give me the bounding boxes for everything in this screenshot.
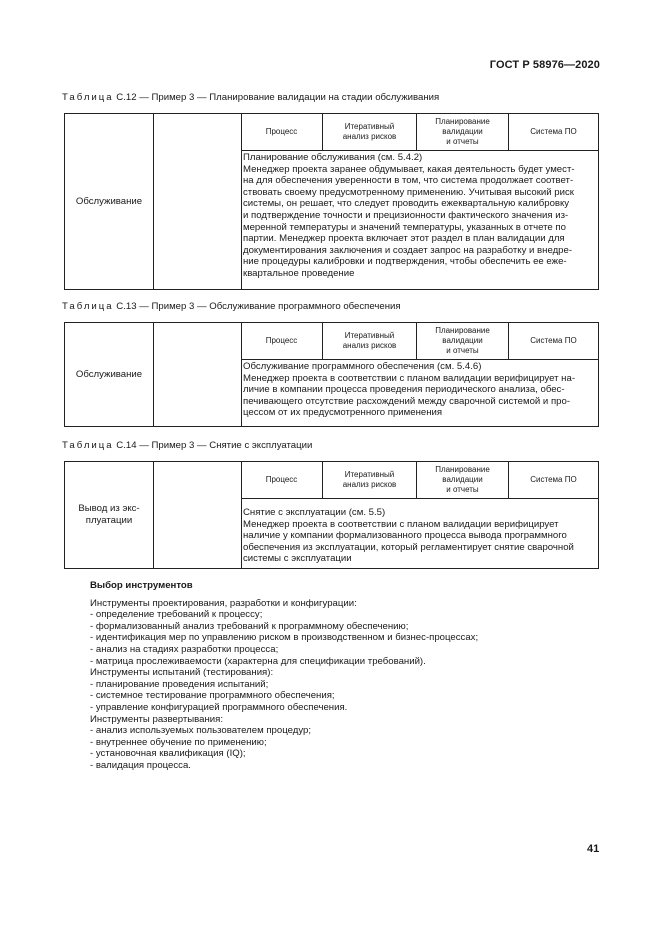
tools-line: - системное тестирование программного обеспечения;: [90, 690, 335, 702]
header-software-system: Система ПО: [530, 127, 577, 136]
table-header-row: [241, 462, 598, 499]
header-process: Процесс: [241, 462, 323, 498]
header-process: Процесс: [241, 114, 323, 150]
tools-line: - валидация процесса.: [90, 759, 191, 771]
table-header-row: [241, 114, 598, 151]
tools-line: Инструменты проектирования, разработки и конфигурации:: [90, 597, 357, 609]
empty-cell: [153, 323, 242, 426]
stage-cell: Обслуживание: [65, 323, 154, 426]
header-validation-planning: Планирование валидации и отчеты: [417, 114, 509, 150]
header-validation-planning: Планирование валидации и отчеты: [417, 323, 509, 359]
validation-table: [64, 461, 599, 569]
table-caption-prefix: Таблица: [62, 440, 114, 451]
table-header-row: [241, 323, 598, 360]
table-caption: [62, 440, 312, 451]
tools-line: - идентификация мер по управлению риском в производственном и бизнес-процессах;: [90, 632, 479, 644]
tools-title: Выбор инструментов: [90, 580, 193, 591]
tools-line: - анализ используемых пользователем процедур;: [90, 725, 312, 737]
header-iterative-risk: Итеративный анализ рисков: [323, 114, 417, 150]
header-process: Процесс: [241, 323, 323, 359]
header-software-system: Система ПО: [530, 336, 577, 345]
table-caption: [62, 301, 401, 312]
tools-line: - внутреннее обучение по применению;: [90, 736, 267, 748]
table-content-text: Снятие с эксплуатации (см. 5.5) Менеджер проекта в соответствии с планом валидации верифицирует наличие у компании формализованного процесса вывода программного обеспечения из эксплуатации, который регламентирует снятие сварочной системы с эксплуатации: [243, 507, 574, 565]
tools-line: - установочная квалификация (IQ);: [90, 748, 246, 760]
header-iterative-risk: Итеративный анализ рисков: [323, 462, 417, 498]
table-caption-text: С.14 — Пример 3 — Снятие с эксплуатации: [113, 440, 313, 451]
empty-cell: [153, 462, 242, 568]
table-caption-prefix: Таблица: [62, 301, 114, 312]
validation-table: [64, 322, 599, 427]
tools-line: - определение требований к процессу;: [90, 609, 263, 621]
table-content-text: Планирование обслуживания (см. 5.4.2) Менеджер проекта заранее обдумывает, какая деятельность будет умест- на для обеспечения уверенности в том, что система продолжает соответ- ствовать своему предусмотренному применению. Учитывая высокий риск системы, он решает, что следует проводить ежеквартальную калибровку и подтверждение точности и прецизионности фактического значения из- меренной температуры и значений температуры, указанных в отчете по партии. Менеджер проекта включает этот раздел в план валидации для документирования заключения и создает запрос на разработку и внедре- ние процедуры калибровки и подтверждения, чтобы обеспечить ее ежe- квартальное проведение: [243, 152, 575, 279]
tools-line: Инструменты испытаний (тестирования):: [90, 667, 274, 679]
stage-cell: Обслуживание: [65, 114, 154, 289]
table-caption-prefix: Таблица: [62, 92, 114, 103]
table-caption: [62, 92, 439, 103]
document-standard-header: ГОСТ Р 58976—2020: [489, 59, 600, 71]
header-software-system: Система ПО: [530, 475, 577, 484]
stage-cell: Вывод из экс- плуатации: [65, 462, 154, 568]
tools-line: Инструменты развертывания:: [90, 713, 224, 725]
tools-line: - формализованный анализ требований к программному обеспечению;: [90, 620, 409, 632]
empty-cell: [153, 114, 242, 289]
tools-line: - планирование проведения испытаний;: [90, 678, 269, 690]
table-caption-text: С.12 — Пример 3 — Планирование валидации на стадии обслуживания: [113, 92, 440, 103]
validation-table: [64, 113, 599, 290]
page-number: 41: [587, 843, 600, 855]
tools-line: - анализ на стадиях разработки процесса;: [90, 643, 279, 655]
header-iterative-risk: Итеративный анализ рисков: [323, 323, 417, 359]
table-content-text: Обслуживание программного обеспечения (см. 5.4.6) Менеджер проекта в соответствии с планом валидации верифицирует на- личие в компании процесса проведения периодического анализа, обес- печивающего отсутствие расхождений между сварочной системой и про- цессом от их предусмотренного применения: [243, 361, 576, 419]
table-caption-text: С.13 — Пример 3 — Обслуживание программного обеспечения: [113, 301, 401, 312]
header-validation-planning: Планирование валидации и отчеты: [417, 462, 509, 498]
tools-section: [90, 580, 600, 772]
tools-line: - матрица прослеживаемости (характерна для спецификации требований).: [90, 655, 426, 667]
tools-line: - управление конфигурацией программного обеспечения.: [90, 701, 348, 713]
